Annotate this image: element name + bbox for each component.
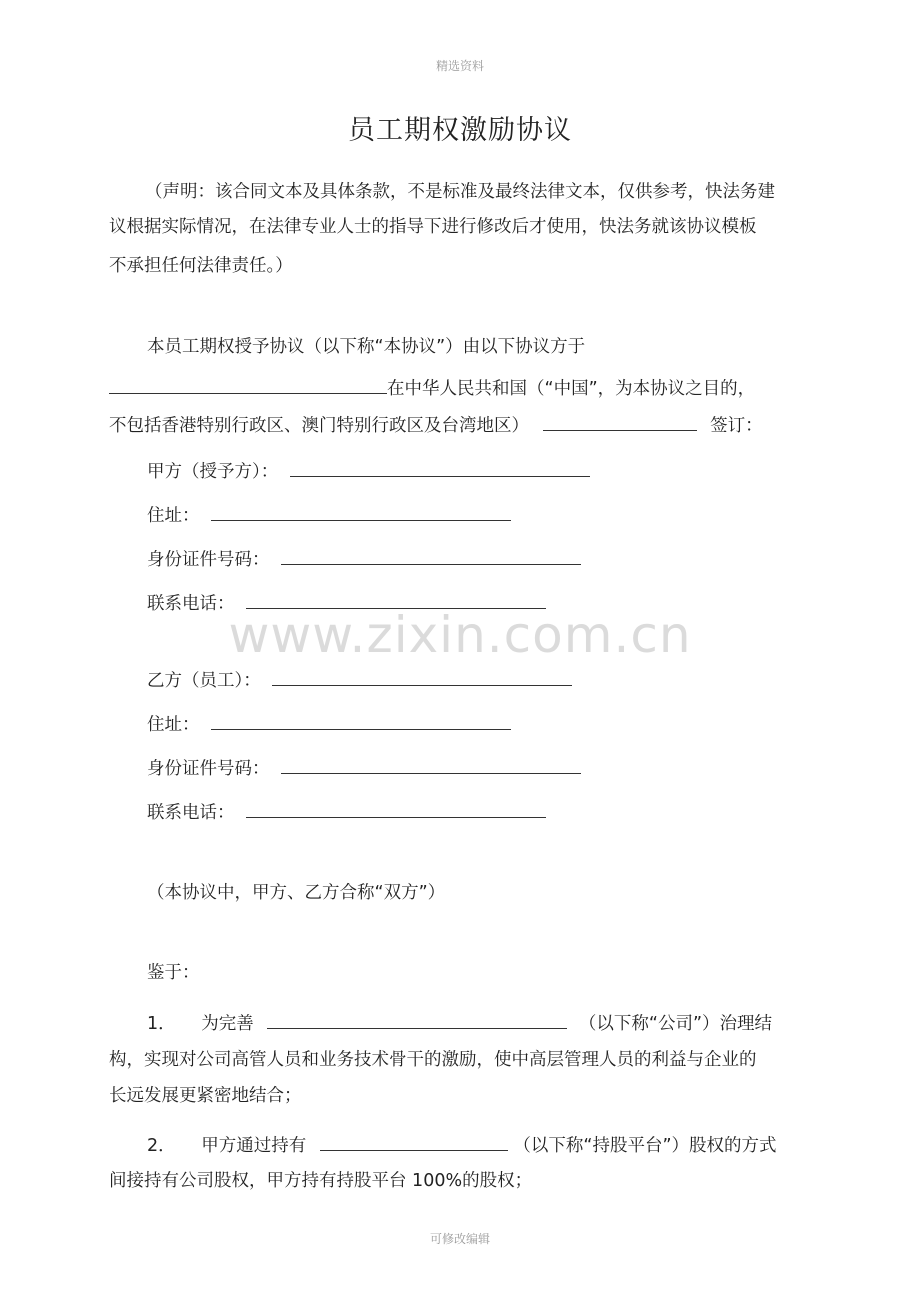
party-a-name-blank[interactable] (290, 460, 590, 477)
place-blank[interactable] (543, 414, 697, 431)
parties-note: （本协议中，甲方、乙方合称“双方”） (147, 883, 446, 903)
clause-1-after: （以下称“公司”）治理结 (578, 1014, 773, 1034)
disclaimer-line-2: 议根据实际情况，在法律专业人士的指导下进行修改后才使用，快法务就该协议模板 (109, 217, 757, 237)
intro-line-2-text: 在中华人民共和国（“中国”，为本协议之目的， (387, 379, 756, 399)
party-b-name-label: 乙方（员工）： (147, 671, 261, 691)
clause-1-line-3: 长远发展更紧密地结合； (109, 1086, 302, 1106)
clause-1-line-2: 构，实现对公司高管人员和业务技术骨干的激励，使中高层管理人员的利益与企业的 (109, 1050, 757, 1070)
party-b-id-blank[interactable] (281, 757, 581, 774)
party-b-phone-blank[interactable] (246, 801, 546, 818)
holding-platform-blank[interactable] (320, 1134, 508, 1151)
clause-2-line-1 (147, 1134, 777, 1157)
party-a-address-row (147, 504, 511, 527)
party-a-id-row (147, 548, 581, 571)
intro-line-3-text: 不包括香港特别行政区、澳门特别行政区及台湾地区） (109, 416, 529, 436)
party-a-id-label: 身份证件号码： (147, 550, 270, 570)
party-b-id-row (147, 757, 581, 780)
watermark: www.zixin.com.cn (228, 606, 692, 664)
date-blank[interactable] (109, 377, 387, 394)
clause-1-lead: 为完善 (201, 1014, 254, 1034)
company-name-blank[interactable] (267, 1012, 567, 1029)
whereas-heading: 鉴于： (147, 963, 200, 983)
intro-line-3 (109, 414, 763, 437)
party-a-name-label: 甲方（授予方）： (147, 462, 279, 482)
party-b-name-blank[interactable] (272, 669, 572, 686)
party-b-phone-row (147, 801, 546, 824)
document-title: 员工期权激励协议 (348, 115, 572, 146)
party-a-id-blank[interactable] (281, 548, 581, 565)
intro-sign-label: 签订： (710, 416, 763, 436)
disclaimer-line-3: 不承担任何法律责任。） (109, 256, 293, 276)
party-b-address-row (147, 713, 511, 736)
party-b-address-label: 住址： (147, 715, 200, 735)
intro-line-1: 本员工期权授予协议（以下称“本协议”）由以下协议方于 (147, 337, 586, 357)
clause-2-after: （以下称“持股平台”）股权的方式 (513, 1136, 777, 1156)
party-a-name-row (147, 460, 590, 483)
clause-1-line-1 (147, 1012, 772, 1035)
clause-1-number: 1． (147, 1014, 176, 1034)
party-a-address-blank[interactable] (211, 504, 511, 521)
intro-line-2 (109, 377, 755, 400)
party-b-address-blank[interactable] (211, 713, 511, 730)
party-a-phone-label: 联系电话： (147, 594, 235, 614)
disclaimer-line-1: （声明：该合同文本及具体条款，不是标准及最终法律文本，仅供参考，快法务建 (145, 182, 775, 202)
clause-2-number: 2． (147, 1136, 176, 1156)
party-b-name-row (147, 669, 572, 692)
clause-2-line-2: 间接持有公司股权，甲方持有持股平台 100%的股权； (109, 1171, 533, 1191)
party-a-address-label: 住址： (147, 506, 200, 526)
party-b-phone-label: 联系电话： (147, 803, 235, 823)
page-footer: 可修改编辑 (429, 1232, 490, 1246)
clause-2-lead: 甲方通过持有 (201, 1136, 307, 1156)
page-header: 精选资料 (435, 59, 484, 73)
party-b-id-label: 身份证件号码： (147, 759, 270, 779)
